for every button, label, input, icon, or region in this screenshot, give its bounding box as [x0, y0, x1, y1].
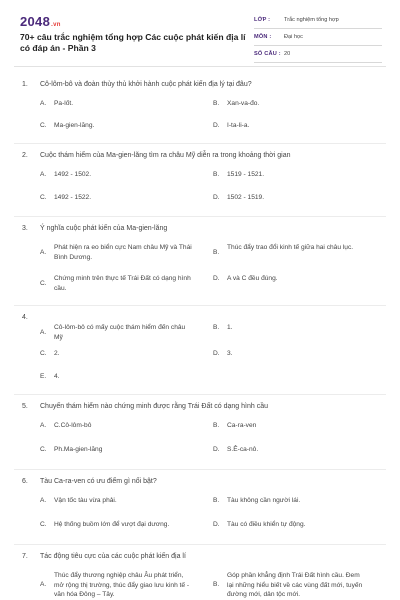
answer-option[interactable] — [213, 121, 373, 139]
answer-letter: C. — [40, 446, 47, 453]
answer-text: 1502 - 1519. — [227, 194, 265, 201]
answer-text: Hệ thống buồm lớn để vượt đại dương. — [54, 521, 170, 528]
answer-option[interactable] — [40, 421, 200, 441]
answer-text: 1. — [227, 324, 233, 331]
answer-letter: B. — [213, 100, 220, 107]
header-divider — [14, 66, 386, 67]
question-item — [0, 76, 400, 141]
answer-text: Góp phần khẳng định Trái Đất hình cầu. Đem lại những hiểu biết về các vùng đất mới, tuyến đường mới, dân tộc mới. — [227, 572, 363, 598]
answer-letter: C. — [40, 350, 47, 357]
answer-letter: D. — [213, 275, 220, 282]
answer-letter: B. — [213, 497, 220, 504]
answer-letter: A. — [40, 497, 47, 504]
question-divider — [14, 305, 386, 306]
answer-letter: A. — [40, 100, 47, 107]
question-header — [0, 76, 400, 97]
question-divider — [14, 216, 386, 217]
question-divider — [14, 394, 386, 395]
answer-option[interactable] — [213, 496, 373, 516]
answer-text: C.Cô-lôm-bô — [54, 422, 92, 429]
meta-value: Đại học — [284, 34, 303, 40]
answer-option[interactable] — [213, 193, 373, 212]
answer-letter: C. — [40, 521, 47, 528]
meta-row-class — [254, 13, 382, 29]
answer-text: Tàu không cần người lái. — [227, 497, 301, 504]
answer-option[interactable] — [40, 349, 200, 368]
site-logo[interactable] — [20, 14, 61, 29]
answer-letter: D. — [213, 122, 220, 129]
answer-option[interactable] — [213, 520, 373, 540]
answer-option[interactable] — [213, 349, 373, 368]
question-item — [0, 473, 400, 542]
question-text: Tác động tiêu cực của các cuộc phát kiến địa lí — [40, 553, 186, 560]
answer-option[interactable] — [213, 99, 373, 117]
answer-text: Ph.Ma-gien-lăng — [54, 446, 103, 453]
answer-text: 4. — [54, 373, 60, 380]
answer-text: Tàu có điều khiển tự động. — [227, 521, 306, 528]
question-divider — [14, 544, 386, 545]
question-number: 5. — [22, 403, 28, 410]
answer-letter: C. — [40, 122, 47, 129]
answer-option[interactable] — [40, 99, 200, 117]
question-item — [0, 309, 400, 392]
document-title: 70+ câu trắc nghiệm tổng hợp Các cuộc phát kiến địa lí có đáp án - Phần 3 — [20, 32, 246, 53]
answer-text: Chứng minh trên thực tế Trái Đất có dạng hình cầu. — [54, 275, 191, 292]
answer-letter: B. — [213, 248, 220, 256]
answer-letter: B. — [213, 171, 220, 178]
question-header — [0, 309, 400, 321]
answer-option[interactable] — [40, 571, 200, 600]
answer-letter: A. — [40, 171, 47, 178]
meta-row-count — [254, 47, 382, 63]
answer-option[interactable] — [40, 243, 200, 270]
answer-text: Phát hiện ra eo biển cực Nam châu Mỹ và Thái Bình Dương. — [54, 244, 192, 261]
answer-letter: A. — [40, 328, 47, 336]
meta-value: 20 — [284, 51, 291, 57]
answer-option[interactable] — [213, 421, 373, 441]
answer-text: Thúc đẩy trao đổi kinh tế giữa hai châu lục. — [227, 244, 354, 251]
meta-value: Trắc nghiệm tổng hợp — [284, 17, 339, 23]
question-text: Tàu Ca-ra-ven có ưu điểm gì nổi bật? — [40, 478, 157, 485]
answer-option[interactable] — [40, 372, 200, 390]
question-text: Chuyến thám hiểm nào chứng minh được rằng Trái Đất có dạng hình cầu — [40, 403, 268, 410]
answer-letter: D. — [213, 521, 220, 528]
document-meta — [254, 13, 382, 63]
question-number: 2. — [22, 152, 28, 159]
question-text: Ý nghĩa cuộc phát kiến của Ma-gien-lăng — [40, 225, 168, 232]
answer-option[interactable] — [213, 274, 373, 301]
answer-option[interactable] — [213, 243, 373, 270]
answer-text: I-ta-li-a. — [227, 122, 250, 129]
logo-text: 2048 — [20, 14, 51, 29]
answer-text: 1519 - 1521. — [227, 171, 265, 178]
answer-text: Pa-lốt. — [54, 100, 74, 107]
answer-letter: B. — [213, 581, 220, 588]
answer-text: Thúc đẩy thương nghiệp châu Âu phát triển, mở rộng thị trường, thúc đẩy giao lưu kinh tế - văn hóa Đông – Tây. — [54, 572, 190, 598]
answer-option[interactable] — [40, 170, 200, 189]
meta-label: LỚP : — [254, 17, 271, 23]
question-header — [0, 473, 400, 494]
question-number: 7. — [22, 553, 28, 560]
answer-text: Ma-gien-lăng. — [54, 122, 95, 129]
question-number: 4. — [22, 314, 28, 321]
question-number: 3. — [22, 225, 28, 232]
answer-option[interactable] — [40, 193, 200, 212]
logo-suffix: .vn — [51, 22, 61, 28]
answer-text: Vận tốc tàu vừa phải. — [54, 497, 117, 504]
answer-option[interactable] — [40, 520, 200, 540]
question-item — [0, 548, 400, 600]
question-text: Cuộc thám hiểm của Ma-gien-lăng tìm ra châu Mỹ diễn ra trong khoảng thời gian — [40, 152, 291, 159]
answer-letter: D. — [213, 446, 220, 453]
answer-text: 3. — [227, 350, 233, 357]
question-header — [0, 398, 400, 419]
answer-text: 1492 - 1522. — [54, 194, 92, 201]
answer-letter: A. — [40, 581, 47, 588]
question-divider — [14, 469, 386, 470]
question-header — [0, 147, 400, 168]
answer-text: S.Ê-ca-nô. — [227, 446, 259, 453]
question-number: 1. — [22, 81, 28, 88]
answer-letter: D. — [213, 350, 220, 357]
question-item — [0, 220, 400, 303]
question-item — [0, 398, 400, 467]
answer-letter: B. — [213, 324, 220, 331]
question-item — [0, 147, 400, 214]
question-divider — [14, 143, 386, 144]
answer-option[interactable] — [40, 445, 200, 465]
answer-text: A và C đều đúng. — [227, 275, 278, 282]
answer-text: 1492 - 1502. — [54, 171, 92, 178]
question-text: Cô-lôm-bô và đoàn thủy thủ khởi hành cuộc phát kiến địa lý tại đâu? — [40, 81, 252, 88]
meta-label: MÔN : — [254, 34, 272, 40]
answer-option[interactable] — [40, 274, 200, 301]
answer-option[interactable] — [213, 445, 373, 465]
meta-row-subject — [254, 30, 382, 46]
answer-letter: D. — [213, 194, 220, 201]
answer-letter: C. — [40, 194, 47, 201]
answer-option[interactable] — [40, 323, 200, 345]
answer-option[interactable] — [40, 121, 200, 139]
answer-letter: A. — [40, 248, 47, 256]
answer-letter: E. — [40, 373, 47, 380]
meta-label: SỐ CÂU : — [254, 51, 281, 57]
question-number: 6. — [22, 478, 28, 485]
answer-option[interactable] — [213, 571, 373, 600]
answer-text: Xan-va-đo. — [227, 100, 260, 107]
answer-letter: A. — [40, 422, 47, 429]
answer-option[interactable] — [40, 496, 200, 516]
answer-letter: C. — [40, 279, 47, 287]
answer-letter: B. — [213, 422, 220, 429]
answer-option[interactable] — [213, 170, 373, 189]
answer-text: 2. — [54, 350, 60, 357]
question-header — [0, 220, 400, 241]
answer-text: Cô-lôm-bô có mấy cuộc thám hiểm đến châu Mỹ — [54, 324, 186, 341]
answer-text: Ca-ra-ven — [227, 422, 257, 429]
answer-option[interactable] — [213, 323, 373, 345]
question-header — [0, 548, 400, 569]
